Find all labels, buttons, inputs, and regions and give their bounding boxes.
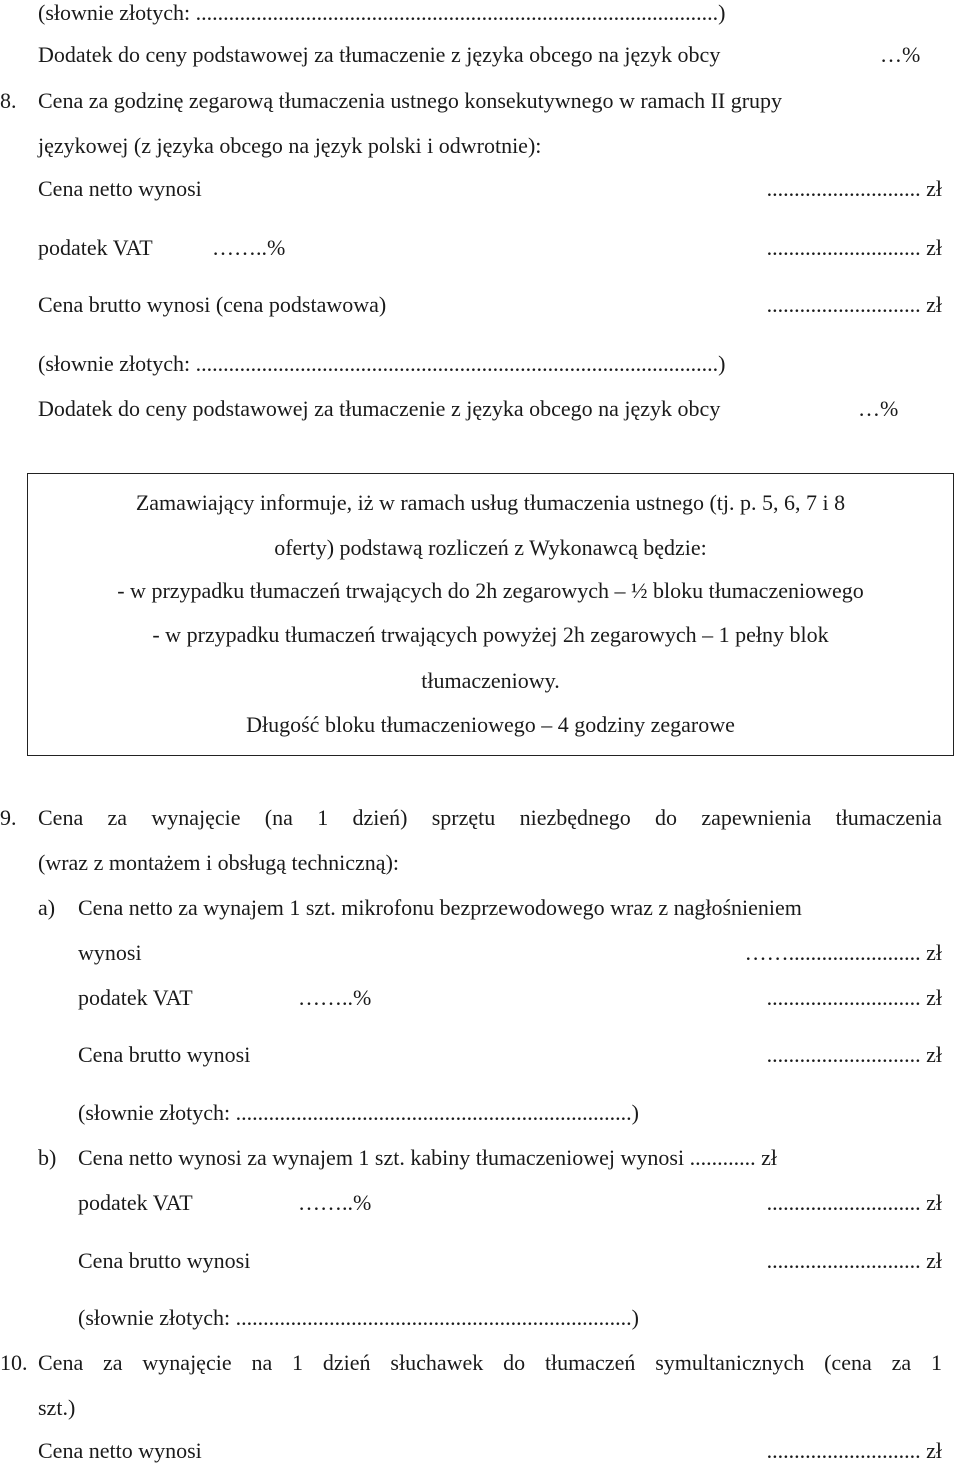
s9a-vat-label: podatek VAT	[78, 985, 193, 1010]
s9b-brutto-label: Cena brutto wynosi	[78, 1248, 251, 1273]
s9-word: sprzętu	[431, 805, 496, 830]
notice-line2: oferty) podstawą rozliczeń z Wykonawcą będzie:	[274, 535, 707, 560]
s10-word: Cena	[38, 1350, 84, 1375]
s9-word: za	[107, 805, 128, 830]
s8-vat-value: ............................ zł	[766, 235, 942, 260]
notice-line5: tłumaczeniowy.	[421, 668, 560, 693]
s9b-vat-value: ............................ zł	[766, 1190, 942, 1215]
s10-word: tłumaczeń	[544, 1350, 636, 1375]
s10-netto-label: Cena netto wynosi	[38, 1438, 202, 1463]
s10-word: 1	[930, 1350, 942, 1375]
s10-word: do	[503, 1350, 526, 1375]
s10-word: 1	[292, 1350, 304, 1375]
s8-dodatek-label: Dodatek do ceny podstawowej za tłumaczenie z języka obcego na język obcy	[38, 396, 721, 421]
s9b-brutto-value: ............................ zł	[766, 1248, 942, 1273]
s10-heading-line2: szt.)	[38, 1395, 76, 1420]
s9-word: Cena	[38, 805, 84, 830]
s9-word: zapewnienia	[701, 805, 812, 830]
s10-netto-value: ............................ zł	[766, 1438, 942, 1463]
s9b-slownie-line: (słownie złotych: ........................................................................)	[78, 1305, 639, 1330]
s9-word: niezbędnego	[519, 805, 631, 830]
s10-word: (cena	[824, 1350, 872, 1375]
s8-heading-line1: Cena za godzinę zegarową tłumaczenia ustnego konsekutywnego w ramach II grupy	[38, 88, 783, 113]
notice-line1: Zamawiający informuje, iż w ramach usług tłumaczenia ustnego (tj. p. 5, 6, 7 i 8	[135, 490, 846, 515]
s9-heading-line2: (wraz z montażem i obsługą techniczną):	[38, 850, 400, 875]
s8-brutto-value: ............................ zł	[766, 292, 942, 317]
s7-dodatek-label: Dodatek do ceny podstawowej za tłumaczenie z języka obcego na język obcy	[38, 42, 721, 67]
s8-netto-label: Cena netto wynosi	[38, 176, 202, 201]
s10-word: za	[891, 1350, 912, 1375]
s9-word: do	[655, 805, 678, 830]
s10-number: 10.	[0, 1350, 28, 1375]
s8-vat-percent: ……..%	[212, 235, 286, 260]
s10-word: wynajęcie	[142, 1350, 232, 1375]
s10-heading-line1	[38, 1350, 942, 1376]
s9a-wynosi-label: wynosi	[78, 940, 142, 965]
s9a-line1: Cena netto za wynajem 1 szt. mikrofonu bezprzewodowego wraz z nagłośnieniem	[78, 895, 802, 920]
s9a-brutto-value: ............................ zł	[766, 1042, 942, 1067]
s8-number: 8.	[0, 88, 17, 113]
s10-word: symultanicznych	[655, 1350, 805, 1375]
s9-heading-line1	[38, 805, 942, 831]
s9b-label: b)	[38, 1145, 57, 1170]
s10-word: za	[103, 1350, 123, 1375]
s9a-slownie-line: (słownie złotych: ........................................................................)	[78, 1100, 639, 1125]
notice-line6: Długość bloku tłumaczeniowego – 4 godziny zegarowe	[246, 712, 735, 737]
s8-brutto-label: Cena brutto wynosi (cena podstawowa)	[38, 292, 387, 317]
s9a-label: a)	[38, 895, 56, 920]
notice-line4: - w przypadku tłumaczeń trwających powyżej 2h zegarowych – 1 pełny blok	[152, 622, 829, 647]
s9-number: 9.	[0, 805, 17, 830]
s7-slownie-line: (słownie złotych: ...............................................................................................)	[38, 0, 726, 25]
s9-word: wynajęcie	[151, 805, 241, 830]
s10-word: na	[251, 1350, 273, 1375]
s10-word: słuchawek	[390, 1350, 484, 1375]
s8-vat-label: podatek VAT	[38, 235, 153, 260]
s7-dodatek-percent: …%	[880, 42, 921, 67]
s9b-vat-percent: ……..%	[298, 1190, 372, 1215]
s8-netto-value: ............................ zł	[766, 176, 942, 201]
s9a-wynosi-value: ……........................ zł	[744, 940, 942, 965]
s8-slownie-line: (słownie złotych: ...............................................................................................)	[38, 351, 726, 376]
s9b-line1: Cena netto wynosi za wynajem 1 szt. kabiny tłumaczeniowej wynosi ............ zł	[78, 1145, 777, 1170]
s9-word: tłumaczenia	[835, 805, 942, 830]
s10-word: dzień	[322, 1350, 371, 1375]
s9-word: (na	[264, 805, 293, 830]
s9a-vat-percent: ……..%	[298, 985, 372, 1010]
s9a-vat-value: ............................ zł	[766, 985, 942, 1010]
s9b-vat-label: podatek VAT	[78, 1190, 193, 1215]
s9-word: dzień)	[352, 805, 408, 830]
notice-line3: - w przypadku tłumaczeń trwających do 2h zegarowych – ½ bloku tłumaczeniowego	[117, 578, 864, 603]
s8-heading-line2: językowej (z języka obcego na język polski i odwrotnie):	[38, 133, 542, 158]
s8-dodatek-percent: …%	[858, 396, 899, 421]
s9-word: 1	[317, 805, 329, 830]
s9a-brutto-label: Cena brutto wynosi	[78, 1042, 251, 1067]
